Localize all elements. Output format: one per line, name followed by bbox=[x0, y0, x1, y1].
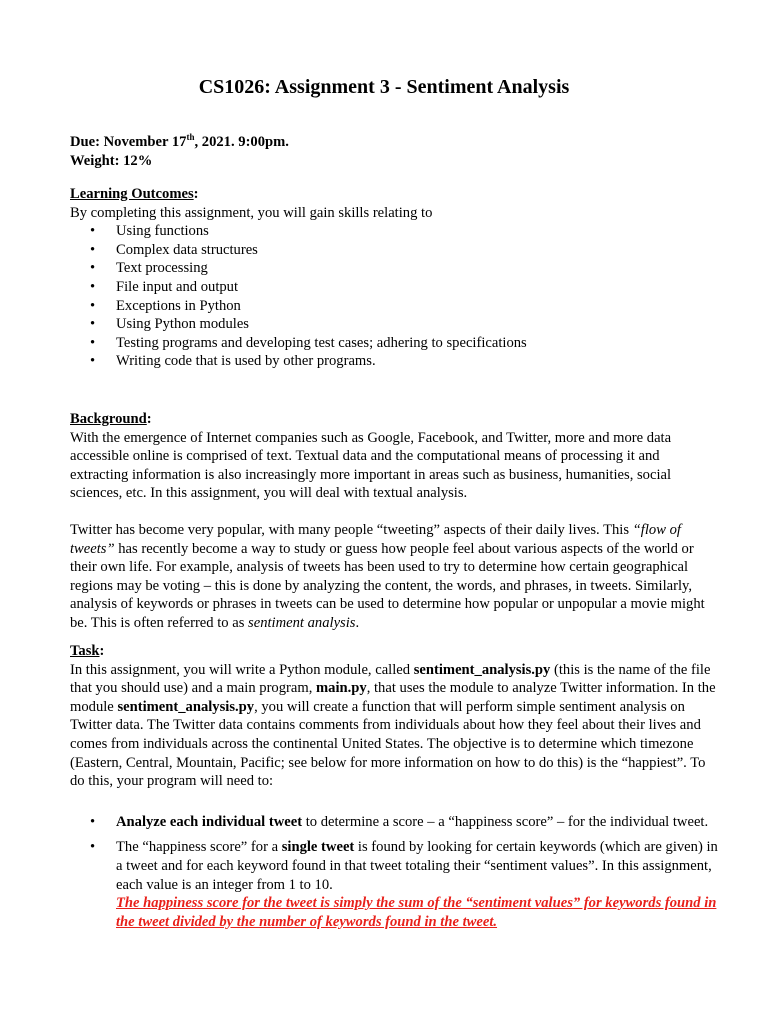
weight: Weight: 12% bbox=[70, 152, 153, 169]
list-item: • Using functions bbox=[70, 222, 720, 241]
highlighted-note: The happiness score for the tweet is simply the sum of the “sentiment values” for keywords found in the tweet divided by the number of keywords found in the tweet. bbox=[116, 895, 717, 930]
task-heading-text: Task bbox=[70, 643, 100, 659]
list-item: • Using Python modules bbox=[70, 315, 720, 334]
text-run: to determine a score – a “happiness score” – for the individual tweet. bbox=[302, 813, 709, 830]
background-section bbox=[70, 410, 720, 633]
list-item: • Writing code that is used by other programs. bbox=[70, 352, 720, 371]
text-run: (this is the name of the file that you should use) and a main program, bbox=[70, 661, 711, 697]
list-item: • File input and output bbox=[70, 278, 720, 297]
due-time: , 2021. 9:00pm. bbox=[194, 134, 289, 150]
learning-intro: By completing this assignment, you will gain skills relating to bbox=[70, 204, 433, 221]
learning-outcomes-section bbox=[70, 185, 720, 371]
list-item: • Complex data structures bbox=[70, 241, 720, 260]
due-sup: th bbox=[186, 132, 195, 143]
task-paragraph bbox=[70, 661, 720, 791]
list-item bbox=[70, 838, 720, 931]
learning-outcomes-list bbox=[70, 222, 720, 371]
filename-module: sentiment_analysis.py bbox=[413, 661, 551, 678]
text-run: , that uses the module to analyze Twitter information. In the module bbox=[70, 680, 716, 715]
text-run: In this assignment, you will write a Python module, called bbox=[70, 661, 414, 678]
filename-module: sentiment_analysis.py bbox=[117, 698, 255, 715]
text-run: Twitter has become very popular, with many people “tweeting” aspects of their daily lives. This bbox=[70, 521, 633, 538]
list-item: • Exceptions in Python bbox=[70, 297, 720, 316]
meta-block bbox=[70, 133, 720, 170]
list-item bbox=[70, 813, 720, 832]
filename-main: main.py bbox=[316, 680, 367, 697]
text-run: , you will create a function that will perform simple sentiment analysis on Twitter data. The Twitter data contains comments from individuals about how they feel about their lives and comes from individuals across the continental United States. The objective is to determine which timezone (Eastern, Central, Mountain, Pacific; see below for more information on how to do this) is the “happiest”. To do this, your program will need to: bbox=[70, 698, 706, 790]
sentiment-analysis-term: sentiment analysis bbox=[248, 614, 356, 631]
task-heading bbox=[70, 642, 720, 661]
list-item: • Text processing bbox=[70, 259, 720, 278]
learning-heading-colon: : bbox=[193, 186, 199, 202]
text-run: Analyze each individual tweet bbox=[116, 813, 303, 830]
background-heading-text: Background bbox=[70, 411, 147, 427]
background-paragraph-1: With the emergence of Internet companies such as Google, Facebook, and Twitter, more and more data accessible online is comprised of text. Textual data and the computational means of processing it and extracting information is also increasingly more important in areas such as business, humanities, social sciences, etc. In this assignment, you will deal with textual analysis. bbox=[70, 429, 672, 502]
background-heading bbox=[70, 410, 720, 429]
task-list bbox=[70, 813, 720, 932]
background-paragraph-2 bbox=[70, 521, 720, 633]
page-title: CS1026: Assignment 3 - Sentiment Analysis bbox=[198, 76, 570, 98]
task-section bbox=[70, 642, 720, 938]
task-heading-colon: : bbox=[99, 643, 105, 659]
list-item: • Testing programs and developing test cases; adhering to specifications bbox=[70, 334, 720, 353]
text-run: . bbox=[355, 614, 360, 631]
text-run: single tweet bbox=[281, 839, 355, 856]
due-date bbox=[70, 133, 720, 152]
text-run: is found by looking for certain keywords (which are given) in a tweet and for each keyword found in that tweet totaling their “sentiment values”. In this assignment, each value is an integer from 1 to 10. bbox=[116, 839, 718, 893]
learning-heading-text: Learning Outcomes bbox=[70, 186, 194, 202]
text-run: has recently become a way to study or guess how people feel about various aspects of the world or their own life. For example, analysis of tweets has been used to try to determine how certain geographical regions may be voting – this is done by analyzing the content, the words, and phrases, in tweets. Similarly, analysis of keywords or phrases in tweets can be used to determine how popular or unpopular a movie might be. This is often referred to as bbox=[70, 540, 705, 631]
text-run: The “happiness score” for a bbox=[116, 839, 282, 856]
due-text: Due: November 17 bbox=[70, 134, 187, 150]
background-heading-colon: : bbox=[146, 411, 152, 427]
flow-of-tweets-phrase: “flow of tweets” bbox=[70, 521, 681, 557]
learning-outcomes-heading bbox=[70, 185, 720, 204]
